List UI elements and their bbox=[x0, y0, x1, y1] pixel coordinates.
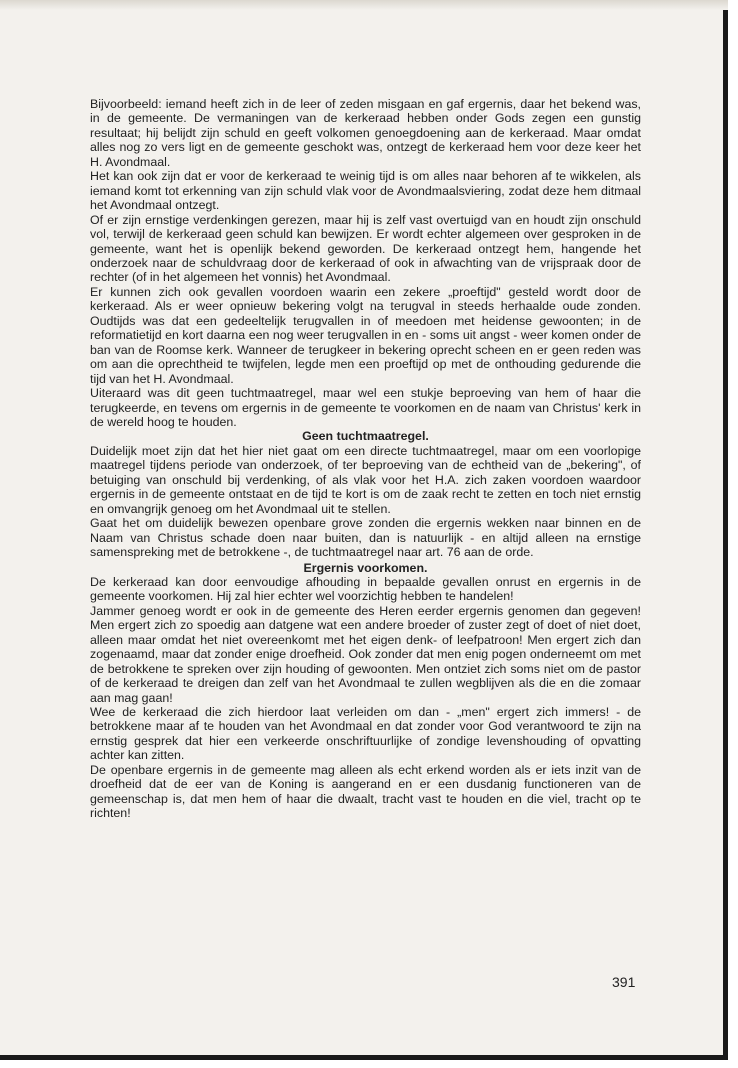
body-text bbox=[90, 97, 641, 821]
paragraph: Er kunnen zich ook gevallen voordoen waarin een zekere „proeftijd" gesteld wordt door de kerkeraad. Als er weer opnieuw bekering volgt na terugval in steeds herhaalde oude zonden. Oudtijds was dat een gedeeltelijk terugvallen in of meedoen met heidense gewoonten; in de reformatietijd en kort daarna een nog weer terugvallen in en - soms uit angst - weer komen onder de ban van de Roomse kerk. Wanneer de terugkeer in bekering oprecht scheen en er geen reden was om aan die oprechtheid te twijfelen, legde men een proeftijd op met de onthouding gedurende die tijd van het H. Avondmaal. bbox=[90, 284, 641, 386]
paragraph: Wee de kerkeraad die zich hierdoor laat verleiden om dan - „men" ergert zich immers! - de betrokkene maar af te houden van het Avondmaal en dat zonder voor God verantwoord te zijn na ernstig gesprek dat hier een verkeerde onschriftuurlijke of zondige levenshouding of opvatting achter kan zitten. bbox=[90, 705, 641, 763]
page-top-edge bbox=[0, 0, 728, 10]
section-heading: Geen tuchtmaatregel. bbox=[302, 429, 429, 444]
paragraph: De kerkeraad kan door eenvoudige afhouding in bepaalde gevallen onrust en ergernis in de gemeente voorkomen. Hij zal hier echter wel voorzichtig hebben te handelen! bbox=[90, 574, 641, 604]
paragraph: Duidelijk moet zijn dat het hier niet gaat om een directe tuchtmaatregel, maar om een voorlopige maatregel tijdens periode van onderzoek, of ter beproeving van de echtheid van de „bekering", of betuiging van onschuld bij verdenking, of als vlak voor het H.A. zich zaken voordoen waardoor ergernis in de gemeente ontstaat en de tijd te kort is om de zaak recht te zetten en toch niet ernstig en omvangrijk genoeg om het Avondmaal uit te stellen. bbox=[90, 443, 641, 516]
paragraph: Bijvoorbeeld: iemand heeft zich in de leer of zeden misgaan en gaf ergernis, daar het bekend was, in de gemeente. De vermaningen van de kerkeraad hebben onder Gods zegen een gunstig resultaat; hij belijdt zijn schuld en geeft volkomen genoegdoening aan de kerkeraad. Maar omdat alles nog zo vers ligt en de gemeente geschokt was, ontzegt de kerkeraad hem voor deze keer het H. Avondmaal. bbox=[90, 97, 641, 169]
paragraph: Het kan ook zijn dat er voor de kerkeraad te weinig tijd is om alles naar behoren af te wikkelen, als iemand komt tot erkenning van zijn schuld vlak voor de Avondmaalsviering, zodat deze hem ditmaal het Avondmaal ontzegt. bbox=[90, 169, 641, 213]
paragraph: Jammer genoeg wordt er ook in de gemeente des Heren eerder ergernis genomen dan gegeven! Men ergert zich zo spoedig aan datgene wat een andere broeder of zuster zegt of doet of niet doet, alleen maar omdat het niet overeenkomt met het eigen denk- of leefpatroon! Men ergert zich dan zogenaamd, maar dat zonder enige droefheid. Ook zonder dat men enig pogen onderneemt om met de betrokkene te spreken over zijn houding of gewoonten. Men ontziet zich soms niet om de pastor of de kerkeraad te dreigen dan zelf van het Avondmaal te zullen wegblijven als die en die zomaar aan mag gaan! bbox=[90, 603, 641, 705]
paragraph: Uiteraard was dit geen tuchtmaatregel, maar wel een stukje beproeving van hem of haar die terugkeerde, en tevens om ergernis in de gemeente te voorkomen en de naam van Christus' kerk in de wereld hoog te houden. bbox=[90, 386, 641, 429]
paragraph: De openbare ergernis in de gemeente mag alleen als echt erkend worden als er iets inzit van de droefheid dat de eer van de Koning is aangerand en er een dusdanig functioneren van de gemeenschap is, dat men hem of haar die dwaalt, tracht vast te houden en die viel, tracht op te richten! bbox=[90, 762, 641, 821]
paragraph: Gaat het om duidelijk bewezen openbare grove zonden die ergernis wekken naar binnen en de Naam van Christus schade doen naar buiten, dan is natuurlijk - en altijd alleen na ernstige samenspreking met de betrokkene -, de tuchtmaatregel naar art. 76 aan de orde. bbox=[90, 516, 641, 560]
paragraph: Of er zijn ernstige verdenkingen gerezen, maar hij is zelf vast overtuigd van en houdt zijn onschuld vol, terwijl de kerkeraad geen schuld kan bewijzen. Er wordt echter algemeen over gesproken in de gemeente, want het is openlijk bekend geworden. De kerkeraad ontzegt hem, hangende het onderzoek naar de schuldvraag door de kerkeraad of ook in afwachting van de vrijspraak door de rechter (of in het algemeen het vonnis) het Avondmaal. bbox=[90, 212, 641, 285]
section-heading: Ergernis voorkomen. bbox=[303, 560, 428, 575]
page-number: 391 bbox=[612, 974, 636, 990]
